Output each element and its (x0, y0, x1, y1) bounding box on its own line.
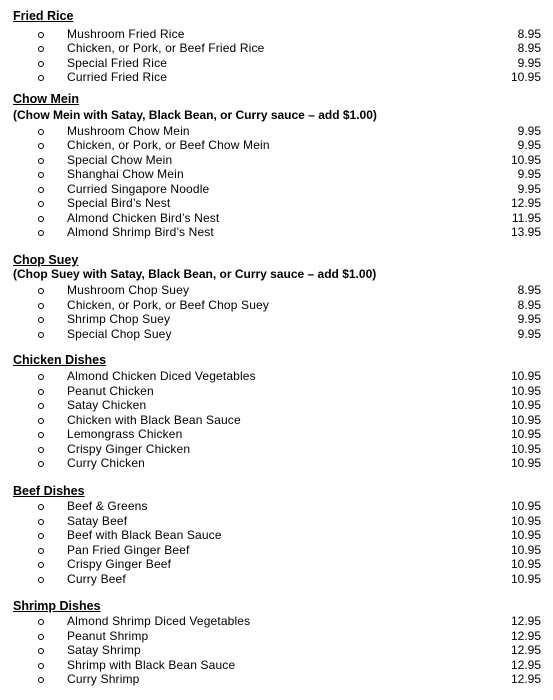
item-price: 10.95 (510, 513, 541, 528)
section-heading: Chow Mein (13, 92, 79, 106)
item-name: Curry Chicken (67, 456, 145, 470)
item-name: Curry Beef (67, 571, 126, 586)
menu-item (0, 167, 553, 182)
bullet-icon (38, 663, 44, 669)
menu-item (0, 643, 553, 658)
menu-item (0, 572, 553, 587)
bullet-icon (38, 677, 44, 683)
section-heading: Fried Rice (13, 9, 74, 23)
menu-item (0, 27, 553, 42)
item-name: Curry Shrimp (67, 672, 140, 686)
menu-item (0, 41, 553, 56)
item-price: 9.95 (517, 138, 541, 152)
bullet-icon (38, 172, 44, 178)
item-price: 12.95 (510, 628, 541, 643)
item-name: Special Bird’s Nest (67, 196, 171, 210)
item-price: 12.95 (510, 614, 541, 628)
menu-item (0, 499, 553, 514)
item-price: 8.95 (517, 283, 541, 297)
bullet-icon (38, 32, 44, 38)
menu-item (0, 442, 553, 457)
bullet-icon (38, 403, 44, 409)
item-price: 10.95 (510, 398, 541, 412)
item-name: Chicken, or Pork, or Beef Fried Rice (67, 41, 265, 55)
item-price: 10.95 (510, 369, 541, 383)
menu-item (0, 672, 553, 687)
item-name: Curried Singapore Noodle (67, 181, 210, 196)
item-price: 9.95 (517, 181, 541, 196)
item-name: Beef & Greens (67, 499, 148, 513)
item-price: 12.95 (510, 643, 541, 657)
bullet-icon (38, 332, 44, 338)
item-name: Special Chow Mein (67, 152, 173, 167)
item-price: 8.95 (517, 26, 541, 41)
bullet-icon (38, 317, 44, 323)
menu-item (0, 56, 553, 71)
menu-item (0, 427, 553, 442)
section-heading: Chicken Dishes (13, 353, 107, 367)
item-price: 9.95 (517, 312, 541, 326)
item-price: 12.95 (510, 672, 541, 686)
bullet-icon (38, 389, 44, 395)
item-name: Beef with Black Bean Sauce (67, 528, 222, 542)
bullet-icon (38, 418, 44, 424)
menu-item (0, 70, 553, 85)
bullet-icon (38, 432, 44, 438)
item-price: 10.95 (510, 427, 541, 441)
menu-item (0, 211, 553, 226)
menu-item (0, 528, 553, 543)
bullet-icon (38, 504, 44, 510)
bullet-icon (38, 201, 44, 207)
item-price: 8.95 (517, 41, 541, 55)
menu-item (0, 369, 553, 384)
bullet-icon (38, 75, 44, 81)
bullet-icon (38, 288, 44, 294)
item-name: Mushroom Chow Mein (67, 123, 190, 138)
item-price: 10.95 (510, 542, 541, 557)
item-price: 10.95 (510, 152, 541, 167)
bullet-icon (38, 577, 44, 583)
menu-item (0, 138, 553, 153)
bullet-icon (38, 634, 44, 640)
menu-item (0, 182, 553, 197)
menu-item (0, 629, 553, 644)
menu-item (0, 514, 553, 529)
bullet-icon (38, 303, 44, 309)
menu-item (0, 298, 553, 313)
menu-item (0, 196, 553, 211)
bullet-icon (38, 46, 44, 52)
item-price: 9.95 (517, 55, 541, 70)
menu-item (0, 398, 553, 413)
item-name: Mushroom Fried Rice (67, 26, 185, 41)
item-price: 10.95 (510, 456, 541, 470)
item-name: Chicken, or Pork, or Beef Chop Suey (67, 297, 270, 312)
bullet-icon (38, 533, 44, 539)
item-price: 10.95 (510, 383, 541, 398)
bullet-icon (38, 562, 44, 568)
bullet-icon (38, 187, 44, 193)
section-heading: Shrimp Dishes (13, 599, 101, 613)
item-price: 12.95 (510, 196, 541, 210)
bullet-icon (38, 519, 44, 525)
item-price: 11.95 (511, 210, 541, 225)
item-name: Almond Chicken Bird’s Nest (67, 210, 220, 225)
item-name: Shanghai Chow Mein (67, 167, 184, 181)
bullet-icon (38, 548, 44, 554)
item-price: 8.95 (517, 297, 541, 312)
menu-item (0, 225, 553, 240)
item-price: 10.95 (510, 412, 541, 427)
menu-item (0, 456, 553, 471)
bullet-icon (38, 461, 44, 467)
item-name: Shrimp Chop Suey (67, 312, 171, 326)
item-name: Peanut Shrimp (67, 628, 149, 643)
item-name: Crispy Ginger Beef (67, 557, 172, 571)
item-name: Satay Shrimp (67, 643, 141, 657)
section-heading: Beef Dishes (13, 484, 85, 498)
item-price: 9.95 (517, 167, 541, 181)
menu-item (0, 283, 553, 298)
section-note: (Chop Suey with Satay, Black Bean, or Curry sauce – add $1.00) (13, 267, 377, 281)
item-name: Peanut Chicken (67, 383, 154, 398)
item-price: 10.95 (510, 441, 541, 456)
item-price: 10.95 (510, 499, 541, 513)
bullet-icon (38, 158, 44, 164)
item-name: Satay Chicken (67, 398, 147, 412)
item-name: Shrimp with Black Bean Sauce (67, 657, 236, 672)
item-price: 10.95 (510, 557, 541, 571)
bullet-icon (38, 648, 44, 654)
bullet-icon (38, 129, 44, 135)
item-name: Almond Shrimp Bird’s Nest (67, 225, 214, 239)
section-heading: Chop Suey (13, 253, 79, 267)
item-price: 10.95 (510, 571, 541, 586)
bullet-icon (38, 61, 44, 67)
bullet-icon (38, 374, 44, 380)
bullet-icon (38, 619, 44, 625)
menu-item (0, 384, 553, 399)
menu-item (0, 153, 553, 168)
menu-item (0, 124, 553, 139)
menu-item (0, 614, 553, 629)
item-name: Crispy Ginger Chicken (67, 441, 191, 456)
bullet-icon (38, 230, 44, 236)
item-name: Chicken, or Pork, or Beef Chow Mein (67, 138, 270, 152)
item-name: Almond Chicken Diced Vegetables (67, 369, 256, 383)
menu-item (0, 327, 553, 342)
item-name: Mushroom Chop Suey (67, 283, 190, 297)
menu-item (0, 413, 553, 428)
item-name: Pan Fried Ginger Beef (67, 542, 190, 557)
item-price: 10.95 (510, 528, 541, 542)
bullet-icon (38, 447, 44, 453)
item-name: Lemongrass Chicken (67, 427, 183, 441)
item-name: Satay Beef (67, 513, 128, 528)
item-name: Special Chop Suey (67, 326, 172, 341)
item-price: 9.95 (517, 326, 541, 341)
bullet-icon (38, 143, 44, 149)
menu-item (0, 543, 553, 558)
item-name: Curried Fried Rice (67, 70, 168, 84)
menu-item (0, 658, 553, 673)
item-name: Almond Shrimp Diced Vegetables (67, 614, 251, 628)
item-price: 12.95 (510, 657, 541, 672)
item-price: 13.95 (510, 225, 541, 239)
item-price: 9.95 (517, 123, 541, 138)
item-price: 10.95 (510, 70, 541, 84)
item-name: Special Fried Rice (67, 55, 168, 70)
menu-item (0, 557, 553, 572)
item-name: Chicken with Black Bean Sauce (67, 412, 241, 427)
menu-item (0, 312, 553, 327)
section-note: (Chow Mein with Satay, Black Bean, or Curry sauce – add $1.00) (13, 108, 377, 122)
bullet-icon (38, 216, 44, 222)
